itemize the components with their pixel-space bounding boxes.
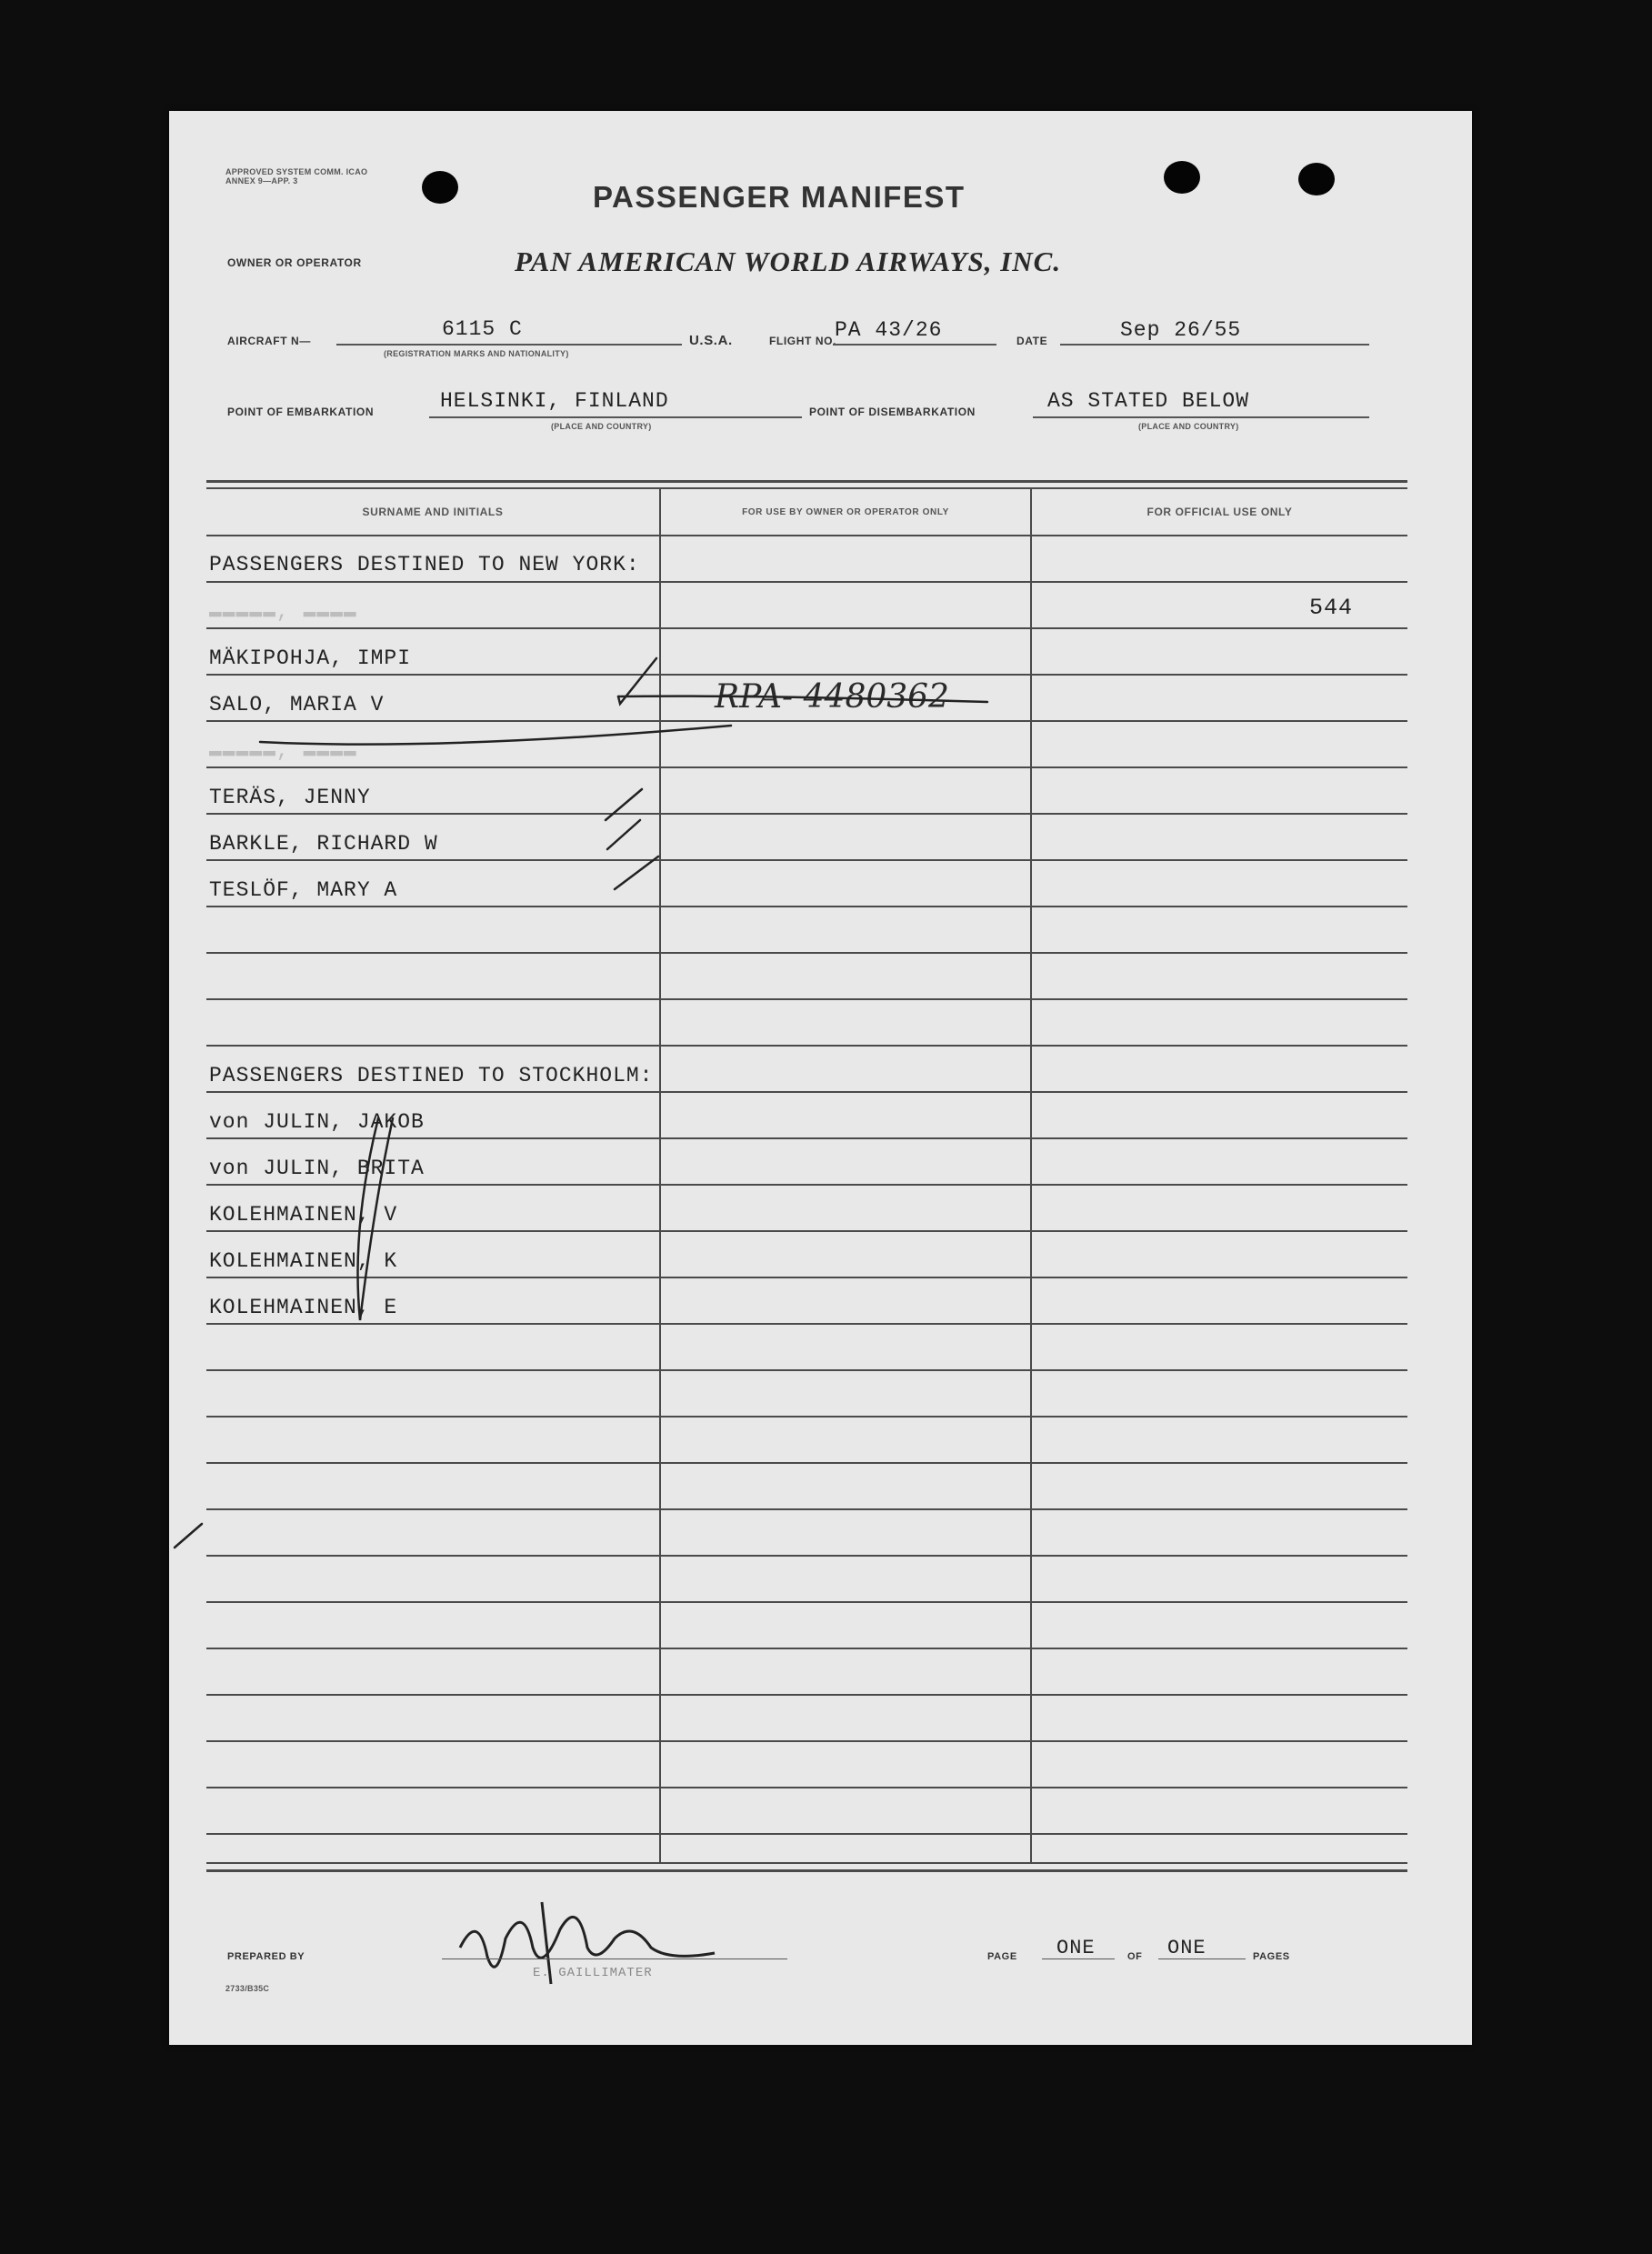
aircraft-caption: (REGISTRATION MARKS AND NATIONALITY) — [384, 349, 569, 358]
pages-label: PAGES — [1253, 1951, 1290, 1962]
flight-value: PA 43/26 — [835, 318, 943, 342]
page-label: PAGE — [987, 1951, 1017, 1962]
embark-value: HELSINKI, FINLAND — [440, 389, 669, 413]
page-total: ONE — [1167, 1937, 1206, 1959]
passenger-name: KOLEHMAINEN, V — [209, 1203, 398, 1227]
passenger-name: von JULIN, JAKOB — [209, 1110, 425, 1134]
of-label: OF — [1127, 1951, 1143, 1962]
owner-label: OWNER OR OPERATOR — [227, 256, 362, 269]
approval-note: APPROVED SYSTEM COMM. ICAO ANNEX 9—APP. 3 — [225, 167, 368, 185]
passenger-name: TERÄS, JENNY — [209, 786, 371, 809]
disembark-label: POINT OF DISEMBARKATION — [809, 406, 976, 418]
prepared-by-underline — [442, 1958, 787, 1959]
form-number: 2733/B35C — [225, 1984, 270, 1993]
section-heading-stockholm: PASSENGERS DESTINED TO STOCKHOLM: — [209, 1064, 654, 1087]
passenger-name: von JULIN, BRITA — [209, 1157, 425, 1180]
handwritten-check-marks — [169, 111, 1472, 2045]
operator-name: PAN AMERICAN WORLD AIRWAYS, INC. — [515, 245, 1062, 277]
disembark-value: AS STATED BELOW — [1047, 389, 1250, 413]
passenger-name: SALO, MARIA V — [209, 693, 385, 716]
handwritten-operator-note: RPA- 4480362 — [715, 678, 949, 716]
prepared-by-name: E. GAILLIMATER — [533, 1966, 653, 1980]
column-header-official-use: FOR OFFICIAL USE ONLY — [1146, 506, 1293, 518]
date-value: Sep 26/55 — [1120, 318, 1242, 342]
flight-label: FLIGHT NO. — [769, 335, 836, 347]
official-use-number: 544 — [1309, 595, 1354, 621]
page-underline — [1042, 1958, 1115, 1959]
embark-label: POINT OF EMBARKATION — [227, 406, 375, 418]
redacted-entry: ▬▬▬▬▬, ▬▬▬▬ — [209, 739, 357, 763]
aircraft-value: 6115 C — [442, 317, 523, 341]
page-number: ONE — [1056, 1937, 1096, 1959]
passenger-name: TESLÖF, MARY A — [209, 878, 398, 902]
passenger-name: MÄKIPOHJA, IMPI — [209, 646, 412, 670]
usa-label: U.S.A. — [689, 333, 733, 348]
column-header-names: SURNAME AND INITIALS — [362, 506, 504, 518]
prepared-by-label: PREPARED BY — [227, 1951, 305, 1962]
passenger-name: KOLEHMAINEN, K — [209, 1249, 398, 1273]
section-heading-new-york: PASSENGERS DESTINED TO NEW YORK: — [209, 553, 640, 576]
page-total-underline — [1158, 1958, 1246, 1959]
aircraft-label: AIRCRAFT N— — [227, 335, 311, 347]
passenger-name: BARKLE, RICHARD W — [209, 832, 438, 856]
column-header-operator-use: FOR USE BY OWNER OR OPERATOR ONLY — [742, 507, 949, 517]
page-title: PASSENGER MANIFEST — [593, 180, 966, 214]
passenger-name: KOLEHMAINEN, E — [209, 1296, 398, 1319]
date-label: DATE — [1016, 335, 1048, 347]
embark-caption: (PLACE AND COUNTRY) — [551, 422, 652, 431]
manifest-sheet — [169, 111, 1472, 2045]
redacted-entry: ▬▬▬▬▬, ▬▬▬▬ — [209, 600, 357, 624]
disembark-caption: (PLACE AND COUNTRY) — [1138, 422, 1239, 431]
